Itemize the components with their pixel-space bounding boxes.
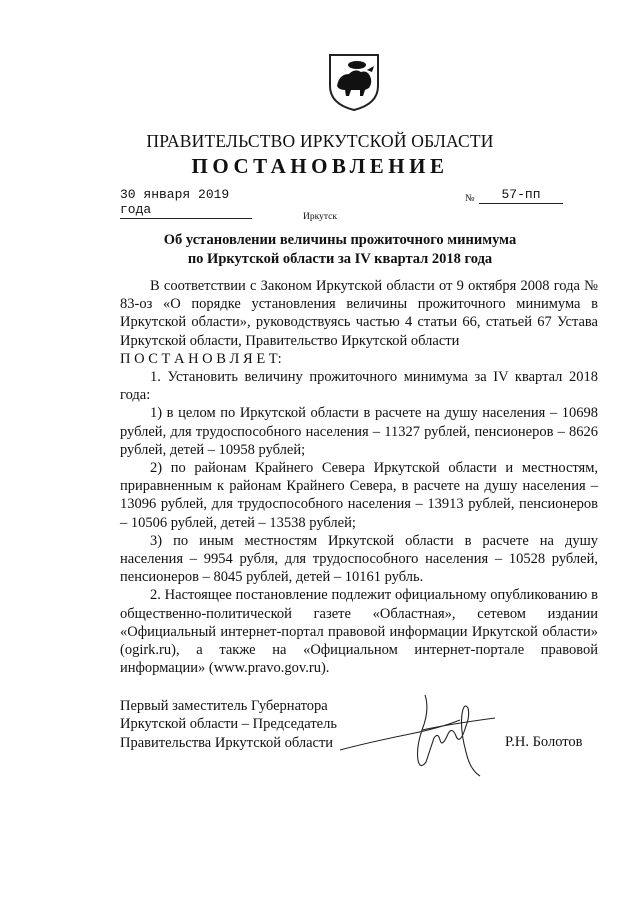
government-name: ПРАВИТЕЛЬСТВО ИРКУТСКОЙ ОБЛАСТИ <box>146 131 494 151</box>
number-label: № <box>465 193 475 204</box>
handwritten-signature-icon <box>330 690 510 780</box>
city: Иркутск <box>303 212 337 222</box>
document-body <box>120 277 598 677</box>
title-line-2: по Иркутской области за IV квартал 2018 года <box>187 251 493 267</box>
position-line-3: Правительства Иркутской области <box>120 734 334 751</box>
position-line-2: Иркутской области – Председатель <box>120 716 337 733</box>
item-1: 1. Установить величину прожиточного минимума за IV квартал 2018 года: <box>120 369 598 404</box>
title-line-1: Об установлении величины прожиточного минимума <box>163 232 517 248</box>
document-title <box>120 231 560 269</box>
item-1-2: 2) по районам Крайнего Севера Иркутской области и местностям, приравненным к районам Крайнего Севера, в расчете на душу населения – 13096 рублей, для трудоспособного населения – 13913 рублей, пенсионеров – 10506 рублей, детей – 13538 рублей; <box>120 460 598 531</box>
signatory-name: Р.Н. Болотов <box>505 734 583 750</box>
item-1-3: 3) по иным местностям Иркутской области в расчете на душу населения – 9954 рубля, для трудоспособного населения – 10528 рублей, пенсионеров – 8045 рублей, детей – 10161 рубль. <box>120 532 598 586</box>
document-date: 30 января 2019 года <box>120 187 252 219</box>
coat-of-arms-icon <box>327 52 381 112</box>
item-1-1: 1) в целом по Иркутской области в расчете на душу населения – 10698 рублей, для трудоспособного населения – 11327 рублей, пенсионеров – 8626 рублей, детей – 10958 рублей; <box>120 405 598 458</box>
preamble: В соответствии с Законом Иркутской области от 9 октября 2008 года № 83-оз «О порядке установления величины прожиточного минимума в Иркутской области», руководствуясь частью 4 статьи 66, статьей 67 Устава Иркутской области, Правительство Иркутской области <box>120 278 598 349</box>
item-2: 2. Настоящее постановление подлежит официальному опубликованию в общественно-политической газете «Областная», сетевом издании «Официальный интернет-портал правовой информации Иркутской области» (ogirk.ru), а также на «Официальном интернет-портале правовой информации» (www.pravo.gov.ru). <box>120 587 598 677</box>
position-line-1: Первый заместитель Губернатора <box>120 698 328 714</box>
resolves-heading: П О С Т А Н О В Л Я Е Т: <box>120 350 282 367</box>
document-type: ПОСТАНОВЛЕНИЕ <box>191 154 449 178</box>
document-number: 57-пп <box>479 187 563 204</box>
